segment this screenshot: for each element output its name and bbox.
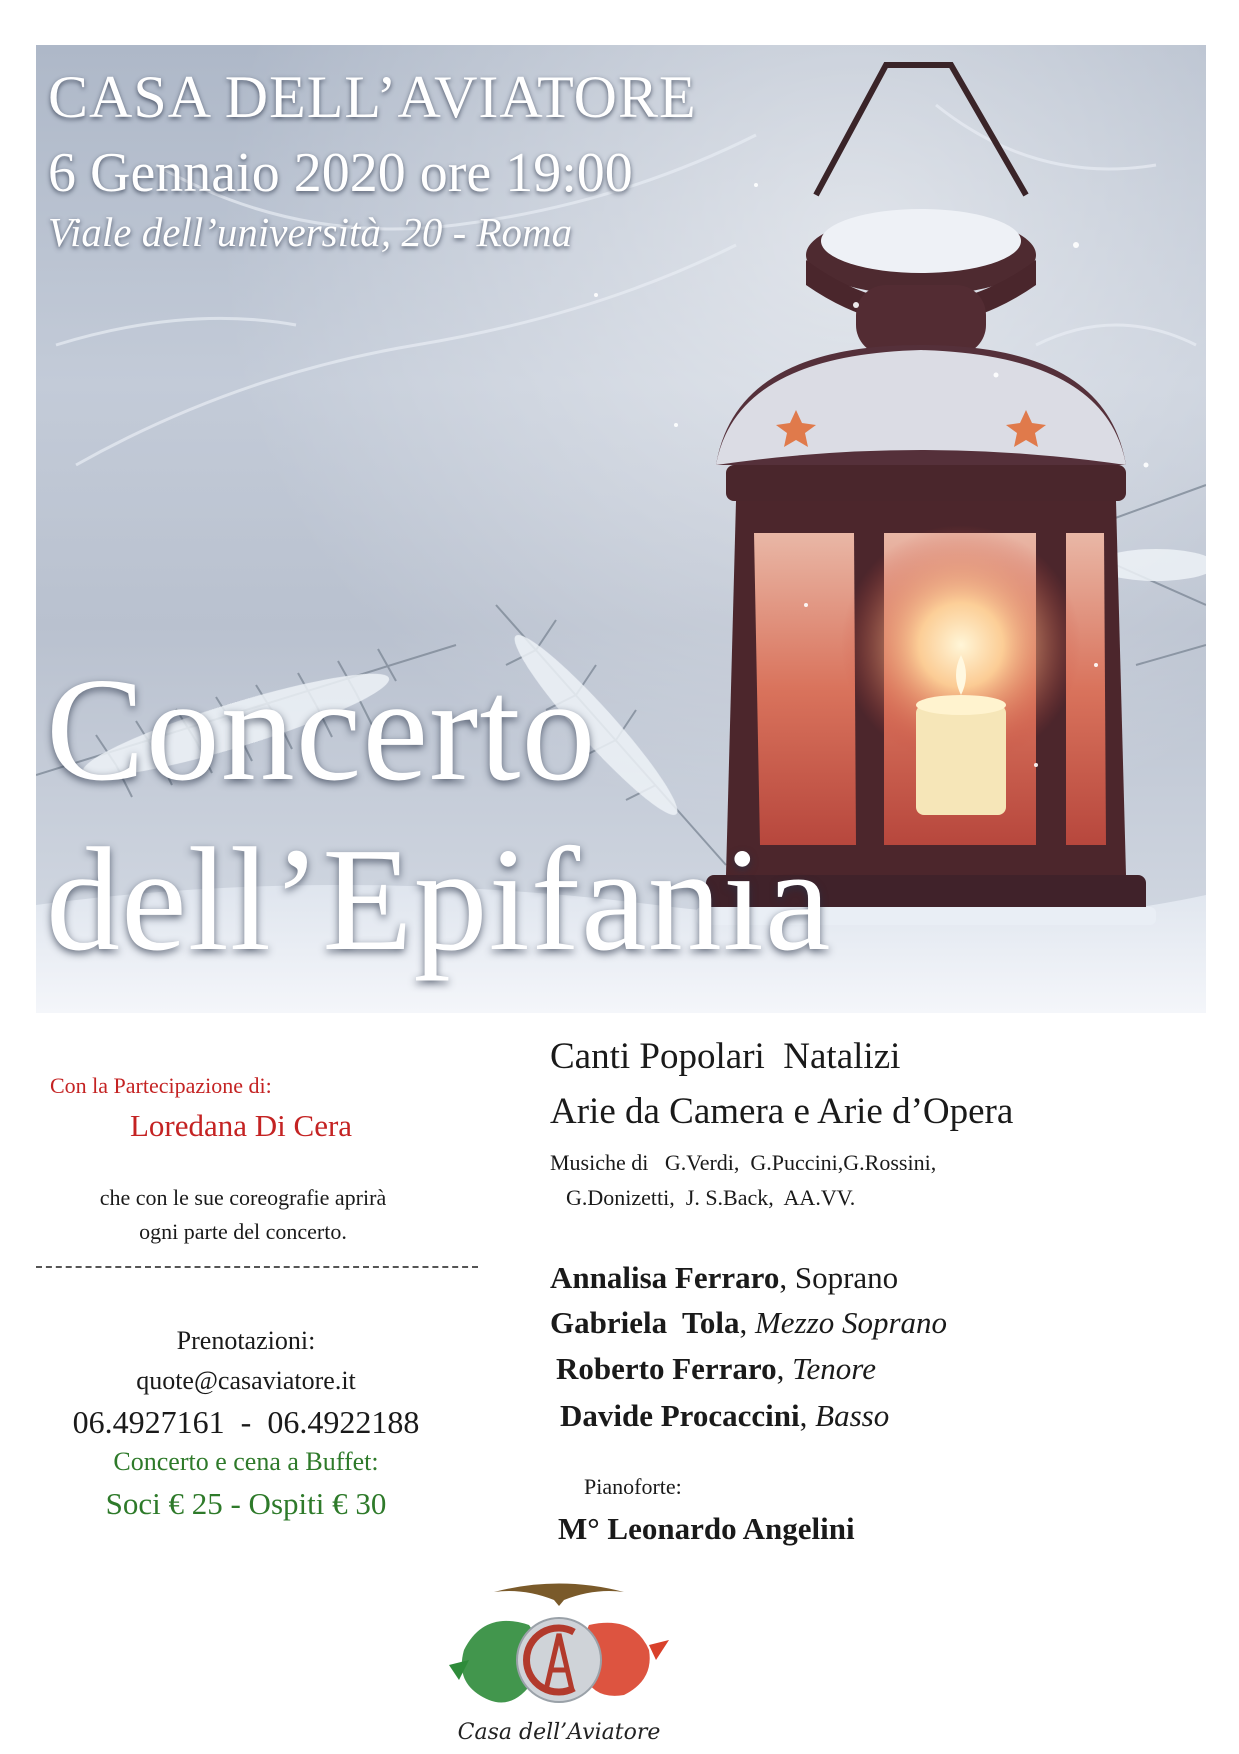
performer-name: Davide Procaccini	[560, 1398, 800, 1433]
piano-label: Pianoforte:	[584, 1474, 682, 1499]
concert-title-line2: dell’Epifania	[46, 818, 832, 982]
participation-description	[36, 1181, 450, 1249]
pianist-name: M° Leonardo Angelini	[558, 1511, 855, 1546]
performer-role: Mezzo Soprano	[754, 1305, 948, 1340]
program-line1: Canti Popolari Natalizi	[550, 1036, 901, 1077]
dinner-label: Concerto e cena a Buffet:	[113, 1447, 379, 1476]
venue-name: CASA DELL’AVIATORE	[48, 64, 697, 130]
performer-role: Soprano	[794, 1260, 899, 1295]
casa-aviatore-logo	[434, 1570, 684, 1754]
participation-description-line2: ogni parte del concerto.	[139, 1219, 347, 1244]
booking-email[interactable]: quote@casaviatore.it	[136, 1366, 356, 1395]
composers-line1: Musiche di G.Verdi, G.Puccini,G.Rossini,	[550, 1150, 937, 1175]
performer-name: Annalisa Ferraro	[550, 1260, 780, 1295]
performer-role: Tenore	[792, 1351, 876, 1386]
dashed-divider	[36, 1266, 478, 1268]
booking-info	[36, 1321, 456, 1527]
performer-row: Roberto Ferraro, Tenore	[556, 1351, 876, 1386]
composers-line2: G.Donizetti, J. S.Back, AA.VV.	[566, 1185, 856, 1210]
booking-label: Prenotazioni:	[176, 1326, 316, 1355]
wings-emblem-icon	[434, 1570, 684, 1720]
participation-label: Con la Partecipazione di:	[50, 1073, 272, 1098]
ticket-prices: Soci € 25 - Ospiti € 30	[105, 1486, 387, 1521]
event-datetime: 6 Gennaio 2020 ore 19:00	[48, 142, 633, 204]
hero-image	[36, 45, 1206, 1013]
logo-caption: Casa dell’Aviatore	[457, 1720, 661, 1745]
performer-name: Roberto Ferraro	[556, 1351, 777, 1386]
performer-role: Basso	[815, 1398, 890, 1433]
program-line2: Arie da Camera e Arie d’Opera	[550, 1091, 1014, 1132]
performer-row: Annalisa Ferraro, Soprano	[550, 1260, 899, 1295]
participant-name: Loredana Di Cera	[130, 1108, 353, 1143]
performer-row: Gabriela Tola, Mezzo Soprano	[550, 1305, 948, 1340]
booking-phones[interactable]: 06.4927161 - 06.4922188	[72, 1404, 420, 1440]
event-address: Viale dell’università, 20 - Roma	[48, 209, 573, 255]
concert-title-line1: Concerto	[46, 648, 597, 812]
participation-description-line1: che con le sue coreografie aprirà	[99, 1185, 387, 1210]
performer-row: Davide Procaccini, Basso	[560, 1398, 890, 1433]
performer-name: Gabriela Tola	[550, 1305, 740, 1340]
